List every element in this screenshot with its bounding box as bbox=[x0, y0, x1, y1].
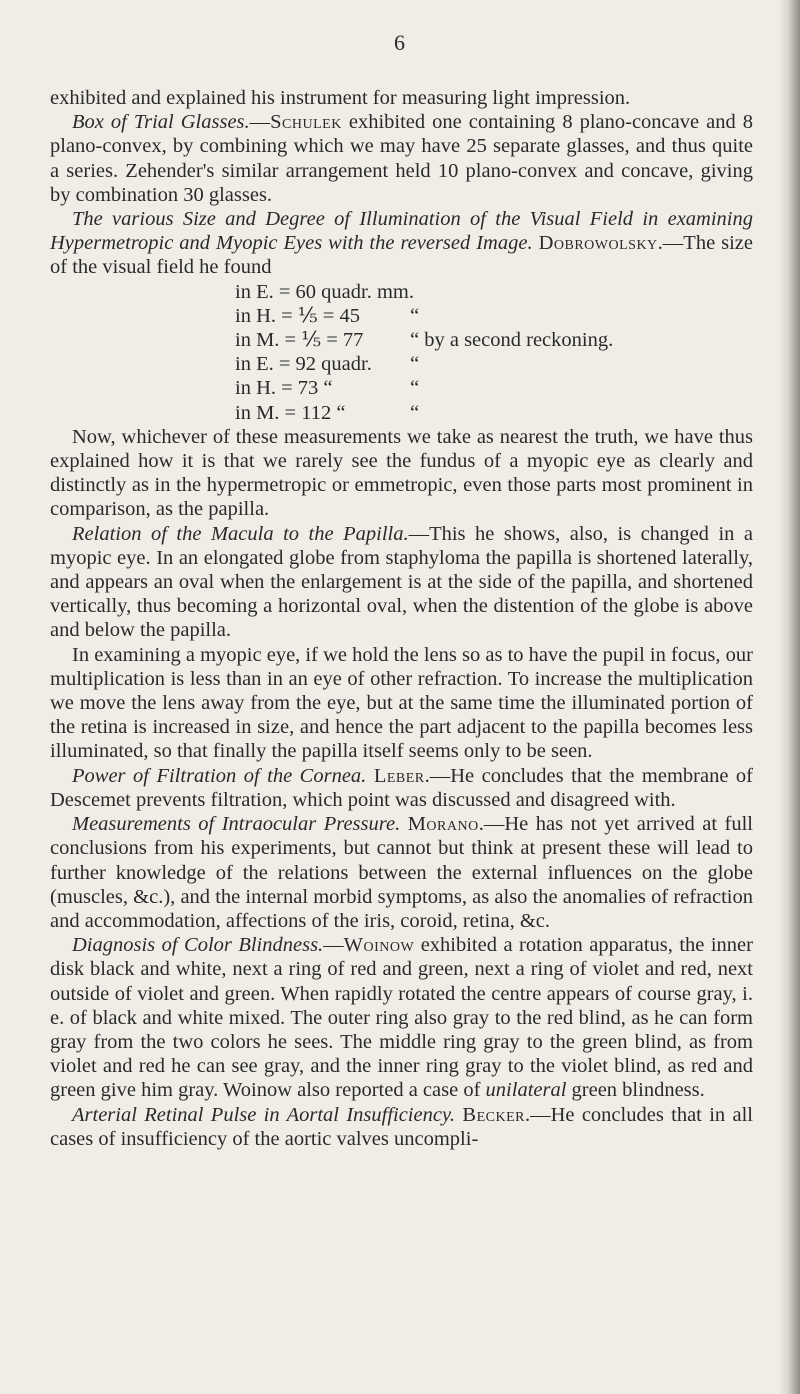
paragraph-intro: exhibited and explained his instrument for measuring light impression. bbox=[50, 87, 631, 109]
paragraph-macula bbox=[50, 522, 753, 643]
section-heading: Box of Trial Glasses. bbox=[72, 111, 250, 134]
author-name: Dobrowolsky bbox=[538, 232, 658, 255]
paragraph-text: green blindness. bbox=[566, 1079, 705, 1102]
paragraph-conclusion: Now, whichever of these measurements we take as nearest the truth, we have thus explained how it is that we rarely see the fundus of a myopic eye as clearly and distinctly as in the hypermetropic or emmetropic, even those parts most prominent in comparison, as the papilla. bbox=[50, 425, 753, 521]
paragraph-text: —This he shows, also, is changed in a myopic eye. In an elongated globe from staphyloma the papilla is shortened laterally, and appears an oval when the enlargement is at the side of the papilla, and shortened vertically, thus becoming a horizontal oval, when the distention of the globe is above and below the papilla. bbox=[50, 522, 753, 642]
paragraph-text: exhibited one containing 8 plano-concave and 8 plano-convex, by combining which we may have 25 separate glasses, and thus quite a series. Zehender's similar arrangement held 10 plano-convex and concave, giving by combination 30 glasses. bbox=[50, 111, 753, 206]
measurement-note: “ bbox=[410, 304, 420, 327]
measurement-note: “ bbox=[410, 353, 420, 376]
measurement-note: “ bbox=[410, 377, 420, 400]
paragraph-trial-glasses bbox=[50, 110, 753, 207]
author-name: Morano bbox=[407, 813, 479, 836]
paragraph-intraocular bbox=[50, 812, 753, 933]
section-heading: Diagnosis of Color Blindness. bbox=[72, 934, 324, 957]
section-heading: Arterial Retinal Pulse in Aortal Insufficiency. bbox=[72, 1103, 456, 1126]
measurement-row bbox=[235, 376, 753, 400]
paragraph-text: .—The size of the visual field he found bbox=[50, 232, 754, 279]
measurement-note: “ by a second reckoning. bbox=[410, 329, 614, 352]
paragraph-color-blindness bbox=[50, 933, 753, 1102]
page-number: 6 bbox=[394, 30, 406, 55]
author-name: Leber bbox=[373, 764, 425, 787]
paragraph-filtration bbox=[50, 764, 753, 812]
measurement-value: in E. = 60 quadr. mm. bbox=[235, 280, 414, 303]
section-heading: Power of Filtration of the Cornea. bbox=[72, 764, 367, 787]
measurement-row bbox=[235, 280, 753, 304]
measurement-row bbox=[235, 304, 753, 328]
paragraph-myopic-exam: In examining a myopic eye, if we hold the lens so as to have the pupil in focus, our multiplication is less than in an eye of other refraction. To increase the multiplication we move the lens away from the eye, but at the same time the illuminated portion of the retina is increased in size, and hence the part adjacent to the papilla becomes less illuminated, so that finally the papilla itself seems only to be seen. bbox=[50, 643, 753, 763]
paragraph-text: .—He has not yet arrived at full conclusions from his experiments, but cannot but think at present these will lead to further knowledge of the relations between the external influences on the globe (muscles, &c.), and the internal morbid symptoms, as also the anomalies of refraction and accommodation, affections of the iris, coroid, retina, &c. bbox=[50, 813, 754, 932]
measurement-value: in M. = 112 “ bbox=[235, 401, 346, 424]
paragraph-visual-field bbox=[50, 207, 753, 280]
page-body bbox=[50, 86, 753, 1151]
section-heading: The various Size and Degree of Illumination of the Visual Field in examining Hypermetropic and Myopic Eyes with the reversed Image. bbox=[50, 208, 753, 255]
measurement-row bbox=[235, 401, 753, 425]
paragraph-text: .—He concludes that in all cases of insufficiency of the aortic valves uncompli- bbox=[50, 1103, 753, 1150]
author-name: Becker bbox=[462, 1103, 525, 1126]
section-heading: Relation of the Macula to the Papilla. bbox=[72, 522, 409, 545]
section-heading: Measurements of Intraocular Pressure. bbox=[72, 813, 401, 836]
measurement-list bbox=[50, 280, 753, 425]
paragraph-retinal-pulse bbox=[50, 1103, 753, 1151]
author-name: Schulek bbox=[270, 111, 342, 134]
measurement-row bbox=[235, 328, 753, 352]
paragraph-text: .—He concludes that the membrane of Descemet prevents filtration, which point was discussed and disagreed with. bbox=[50, 764, 753, 811]
measurement-value: in H. = 73 “ bbox=[235, 377, 333, 400]
dash: — bbox=[249, 111, 271, 134]
dash: — bbox=[323, 934, 344, 957]
measurement-row bbox=[235, 352, 753, 376]
measurement-note: “ bbox=[410, 401, 420, 424]
page-edge-shadow bbox=[778, 0, 800, 1394]
measurement-value: in M. = ⅕ = 77 bbox=[235, 329, 364, 352]
author-name: Woinow bbox=[343, 934, 415, 957]
emphasis: unilateral bbox=[485, 1079, 567, 1102]
paragraph-text: exhibited a rotation apparatus, the inner disk black and white, next a ring of red and green, next a ring of violet and red, next outside of violet and green. When rapidly rotated the centre appears of course gray, i. e. of black and white mixed. The outer ring also gray to the red blind, as he can form gray from the two colors he sees. The middle ring gray to the green blind, as from violet and red he can see gray, and the inner ring gray to the violet blind, as red and green give him gray. Woinow also reported a case of bbox=[50, 934, 753, 1102]
measurement-value: in E. = 92 quadr. bbox=[235, 353, 372, 376]
measurement-value: in H. = ⅕ = 45 bbox=[235, 304, 360, 327]
